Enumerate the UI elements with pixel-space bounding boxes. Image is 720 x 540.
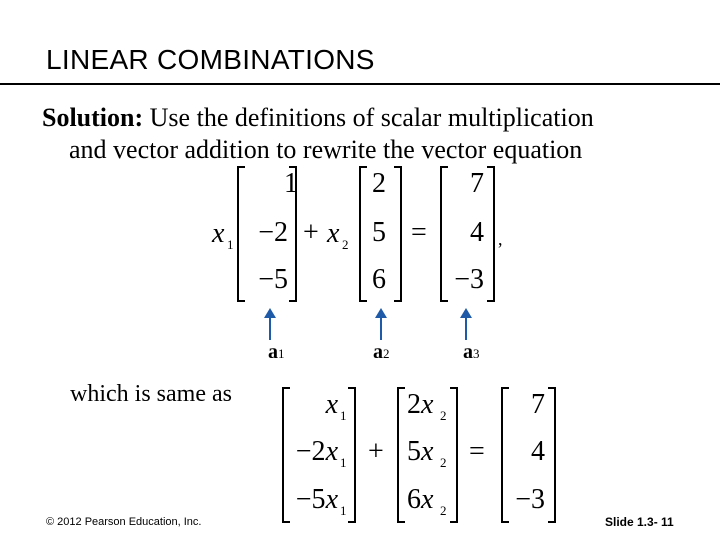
a2-right-bracket bbox=[394, 166, 402, 302]
title-underline bbox=[0, 83, 720, 85]
col3-entry: 7 bbox=[531, 389, 545, 420]
a2-entry: 5 bbox=[372, 217, 386, 248]
x2-symbol: x bbox=[327, 218, 340, 249]
a3-entry: −3 bbox=[454, 264, 484, 295]
col2-subscript: 2 bbox=[440, 408, 447, 423]
vector-label-a2: a2 bbox=[373, 341, 390, 363]
equation-comma: , bbox=[498, 229, 503, 249]
arrow-shaft bbox=[380, 316, 382, 340]
x1-symbol: x bbox=[212, 218, 225, 249]
col1-entry: −5x bbox=[295, 484, 338, 515]
arrow-shaft bbox=[465, 316, 467, 340]
solution-lead: Solution: bbox=[42, 103, 144, 132]
solution-line1: Use the definitions of scalar multiplication bbox=[143, 103, 594, 132]
a1-entry: −5 bbox=[258, 264, 288, 295]
col2-entry: 6x bbox=[407, 484, 434, 515]
a2-left-bracket bbox=[359, 166, 367, 302]
a2-entry: 2 bbox=[372, 168, 386, 199]
col1-entry: x bbox=[325, 389, 338, 420]
equals-sign: = bbox=[411, 217, 427, 248]
col2-entry: 5x bbox=[407, 436, 434, 467]
a1-right-bracket bbox=[289, 166, 297, 302]
col1-subscript: 1 bbox=[340, 455, 347, 470]
a1-entry: 1 bbox=[284, 168, 298, 199]
plus-sign: + bbox=[303, 217, 319, 248]
x1-subscript: 1 bbox=[227, 237, 234, 252]
col2-right-bracket bbox=[450, 387, 458, 523]
solution-line2: and vector addition to rewrite the vector equation bbox=[69, 135, 583, 164]
col3-entry: −3 bbox=[515, 484, 545, 515]
x2-subscript: 2 bbox=[342, 237, 349, 252]
col2-subscript: 2 bbox=[440, 503, 447, 518]
vector-label-a3: a3 bbox=[463, 341, 480, 363]
copyright-text: © 2012 Pearson Education, Inc. bbox=[46, 516, 202, 528]
col3-right-bracket bbox=[548, 387, 556, 523]
col1-entry: −2x bbox=[295, 436, 338, 467]
a1-entry: −2 bbox=[258, 217, 288, 248]
slide-title: LINEAR COMBINATIONS bbox=[46, 44, 375, 75]
solution-text bbox=[42, 102, 702, 166]
slide-number: Slide 1.3- 11 bbox=[605, 515, 674, 529]
a3-entry: 4 bbox=[470, 217, 484, 248]
arrow-shaft bbox=[269, 316, 271, 340]
col1-subscript: 1 bbox=[340, 408, 347, 423]
equals-sign: = bbox=[469, 436, 485, 467]
a3-entry: 7 bbox=[470, 168, 484, 199]
a1-left-bracket bbox=[237, 166, 245, 302]
col1-right-bracket bbox=[348, 387, 356, 523]
vector-label-a1: a1 bbox=[268, 341, 285, 363]
a2-entry: 6 bbox=[372, 264, 386, 295]
col2-left-bracket bbox=[397, 387, 405, 523]
col3-entry: 4 bbox=[531, 436, 545, 467]
same-as-text: which is same as bbox=[70, 381, 232, 407]
col1-subscript: 1 bbox=[340, 503, 347, 518]
plus-sign: + bbox=[368, 436, 384, 467]
col2-entry: 2x bbox=[407, 389, 434, 420]
a3-right-bracket bbox=[487, 166, 495, 302]
col2-subscript: 2 bbox=[440, 455, 447, 470]
